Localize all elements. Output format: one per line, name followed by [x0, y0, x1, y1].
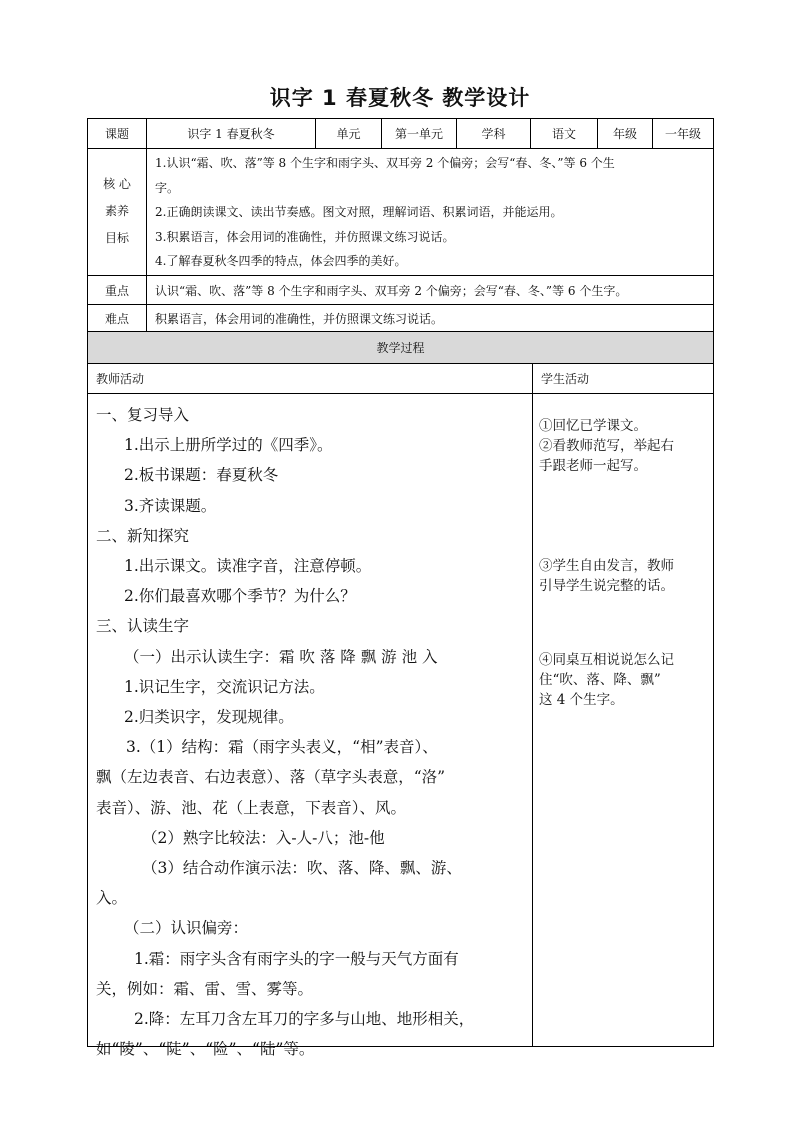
student-activity-body — [532, 393, 714, 1047]
teacher-line: 2.降：左耳刀含左耳刀的字多与山地、地形相关， — [134, 1010, 475, 1029]
teacher-line: 关，例如：霜、雷、雪、雾等。 — [96, 979, 314, 998]
goal-line: 4.了解春夏秋冬四季的特点，体会四季的美好。 — [155, 254, 407, 268]
subject-value: 识字 1 春夏秋冬 — [146, 118, 316, 149]
core-goals-label-line: 素养 — [104, 204, 129, 218]
teacher-line: （3）结合动作演示法：吹、落、降、飘、游、 — [142, 859, 462, 878]
teacher-activity-body — [87, 393, 533, 1059]
student-note: 这 4 个生字。 — [539, 692, 624, 708]
student-note: 手跟老师一起写。 — [539, 458, 647, 474]
goal-line: 3.积累语言，体会用词的准确性，并仿照课文练习说话。 — [155, 229, 455, 244]
teacher-line: 1.霜：雨字头含有雨字头的字一般与天气方面有 — [134, 949, 459, 968]
teacher-line: （2）熟字比较法：入-人-八；池-他 — [142, 828, 385, 847]
student-note: ②看教师范写，举起右 — [539, 438, 674, 454]
teacher-activity-heading: 教师活动 — [87, 363, 533, 394]
core-goals-label-line: 目标 — [104, 231, 129, 245]
goal-line: 1.认识“霜、吹、落”等 8 个生字和雨字头、双耳旁 2 个偏旁；会写“春、冬、”等 6 个生 — [155, 156, 615, 170]
section-heading: 二、新知探究 — [96, 526, 190, 545]
teacher-line: 表音）、游、池、花（上表意，下表音）、风。 — [96, 798, 407, 817]
section-heading: 一、复习导入 — [96, 406, 190, 424]
teacher-line: 入。 — [96, 889, 128, 908]
teacher-line: 2.归类识字，发现规律。 — [124, 708, 294, 727]
teacher-line: （一）出示认读生字：霜 吹 落 降 飘 游 池 入 — [124, 647, 438, 666]
section-heading: 三、认读生字 — [96, 617, 190, 636]
label-subject: 课题 — [87, 118, 147, 149]
unit-value: 第一单元 — [381, 118, 457, 149]
teacher-line: 如“陵”、“陡”、“险”、“陆”等。 — [96, 1040, 315, 1059]
core-goals-label-line: 核 心 — [103, 177, 131, 191]
student-note: ③学生自由发言，教师 — [539, 558, 674, 574]
discipline-value: 语文 — [530, 118, 598, 149]
teacher-line: 3.齐读课题。 — [124, 496, 217, 515]
label-unit: 单元 — [315, 118, 382, 149]
grade-value: 一年级 — [652, 118, 714, 149]
process-heading: 教学过程 — [87, 331, 714, 364]
teacher-line: 1.出示上册所学过的《四季》。 — [124, 436, 333, 455]
teacher-line: 2.板书课题：春夏秋冬 — [124, 466, 279, 485]
goal-line: 2.正确朗读课文、读出节奏感。图文对照，理解词语、积累词语，并能运用。 — [155, 205, 563, 219]
label-discipline: 学科 — [456, 118, 531, 149]
student-activity-heading: 学生活动 — [532, 363, 714, 394]
teacher-line: 1.识记生字，交流识记方法。 — [124, 677, 325, 696]
teacher-line: 飘（左边表音、右边表意）、落（草字头表意，“洛” — [96, 768, 446, 787]
difficulty-text: 积累语言，体会用词的准确性，并仿照课文练习说话。 — [146, 304, 714, 332]
teacher-line: 3.（1）结构：霜（雨字头表义，“相”表音）、 — [126, 738, 438, 757]
student-note: ④同桌互相说说怎么记 — [539, 652, 674, 668]
document-title: 识字 1 春夏秋冬 教学设计 — [269, 86, 531, 110]
key-point-label: 重点 — [87, 275, 147, 305]
teacher-line: 1.出示课文。读准字音，注意停顿。 — [124, 557, 372, 576]
core-goals-label — [87, 148, 147, 276]
core-goals-content — [146, 148, 714, 276]
teacher-line: 2.你们最喜欢哪个季节？为什么？ — [124, 587, 356, 606]
student-note: ①回忆已学课文。 — [539, 418, 647, 434]
label-grade: 年级 — [597, 118, 653, 149]
goal-line: 字。 — [155, 180, 180, 195]
key-point-text: 认识“霜、吹、落”等 8 个生字和雨字头、双耳旁 2 个偏旁；会写“春、冬、”等 6 个生字。 — [146, 275, 714, 305]
student-note: 引导学生说完整的话。 — [539, 578, 674, 594]
teacher-line: （二）认识偏旁： — [124, 919, 249, 938]
student-note: 住“吹、落、降、飘” — [539, 672, 661, 688]
difficulty-label: 难点 — [87, 304, 147, 332]
